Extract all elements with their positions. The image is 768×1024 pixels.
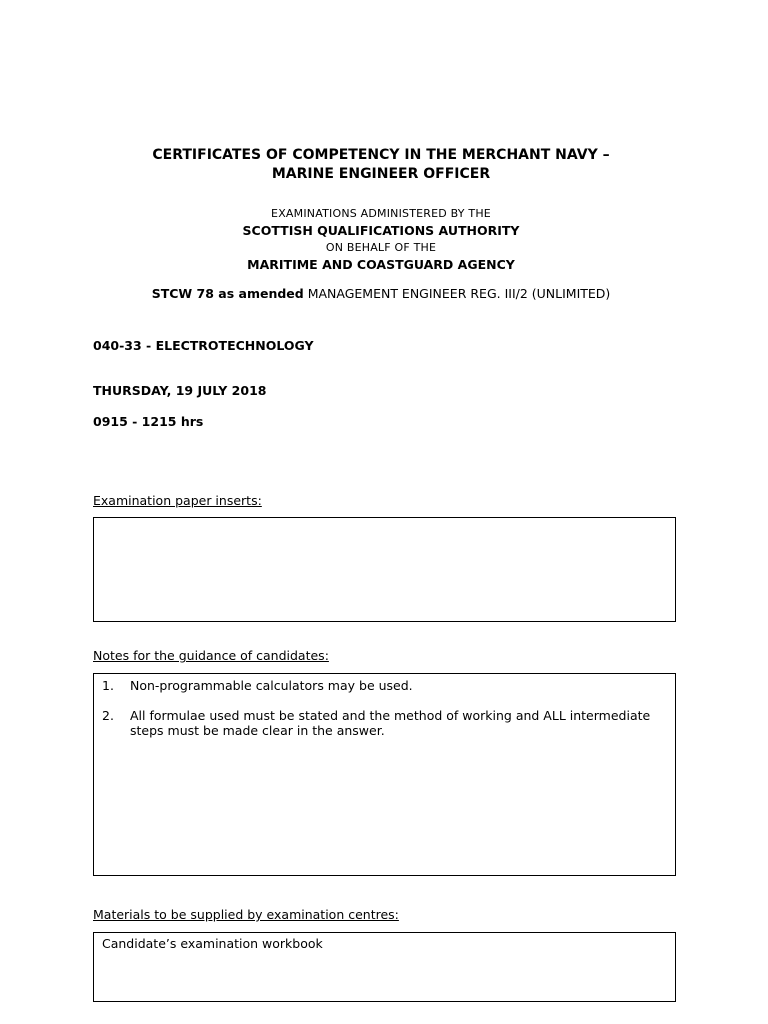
note-number: 1. (102, 678, 114, 693)
notes-heading: Notes for the guidance of candidates: (93, 648, 329, 663)
document-title (0, 146, 762, 184)
administered-by-text: EXAMINATIONS ADMINISTERED BY THE (271, 207, 491, 220)
stcw-regulation (0, 286, 762, 301)
note-text: Non-programmable calculators may be used. (130, 678, 413, 693)
exam-time: 0915 - 1215 hrs (93, 414, 204, 429)
inserts-heading: Examination paper inserts: (93, 493, 262, 508)
inserts-box (93, 517, 676, 622)
mca-name: MARITIME AND COASTGUARD AGENCY (247, 257, 515, 272)
note-item (102, 708, 672, 738)
title-line-2: MARINE ENGINEER OFFICER (271, 166, 491, 182)
note-text: All formulae used must be stated and the method of working and ALL intermediate steps must be made clear in the answer. (130, 708, 651, 738)
notes-list (102, 678, 672, 753)
exam-subject: 040-33 - ELECTROTECHNOLOGY (93, 338, 314, 353)
note-number: 2. (102, 708, 114, 723)
material-item: Candidate’s examination workbook (102, 936, 323, 951)
title-line-1: CERTIFICATES OF COMPETENCY IN THE MERCHANT NAVY – (152, 147, 610, 163)
stcw-detail: MANAGEMENT ENGINEER REG. III/2 (UNLIMITED) (303, 286, 611, 301)
materials-heading: Materials to be supplied by examination centres: (93, 907, 399, 922)
sqa-name: SCOTTISH QUALIFICATIONS AUTHORITY (242, 223, 520, 238)
note-item (102, 678, 672, 693)
stcw-label: STCW 78 as amended (151, 286, 304, 301)
administration-block (0, 205, 762, 273)
on-behalf-text: ON BEHALF OF THE (325, 241, 437, 254)
exam-date: THURSDAY, 19 JULY 2018 (93, 383, 267, 398)
